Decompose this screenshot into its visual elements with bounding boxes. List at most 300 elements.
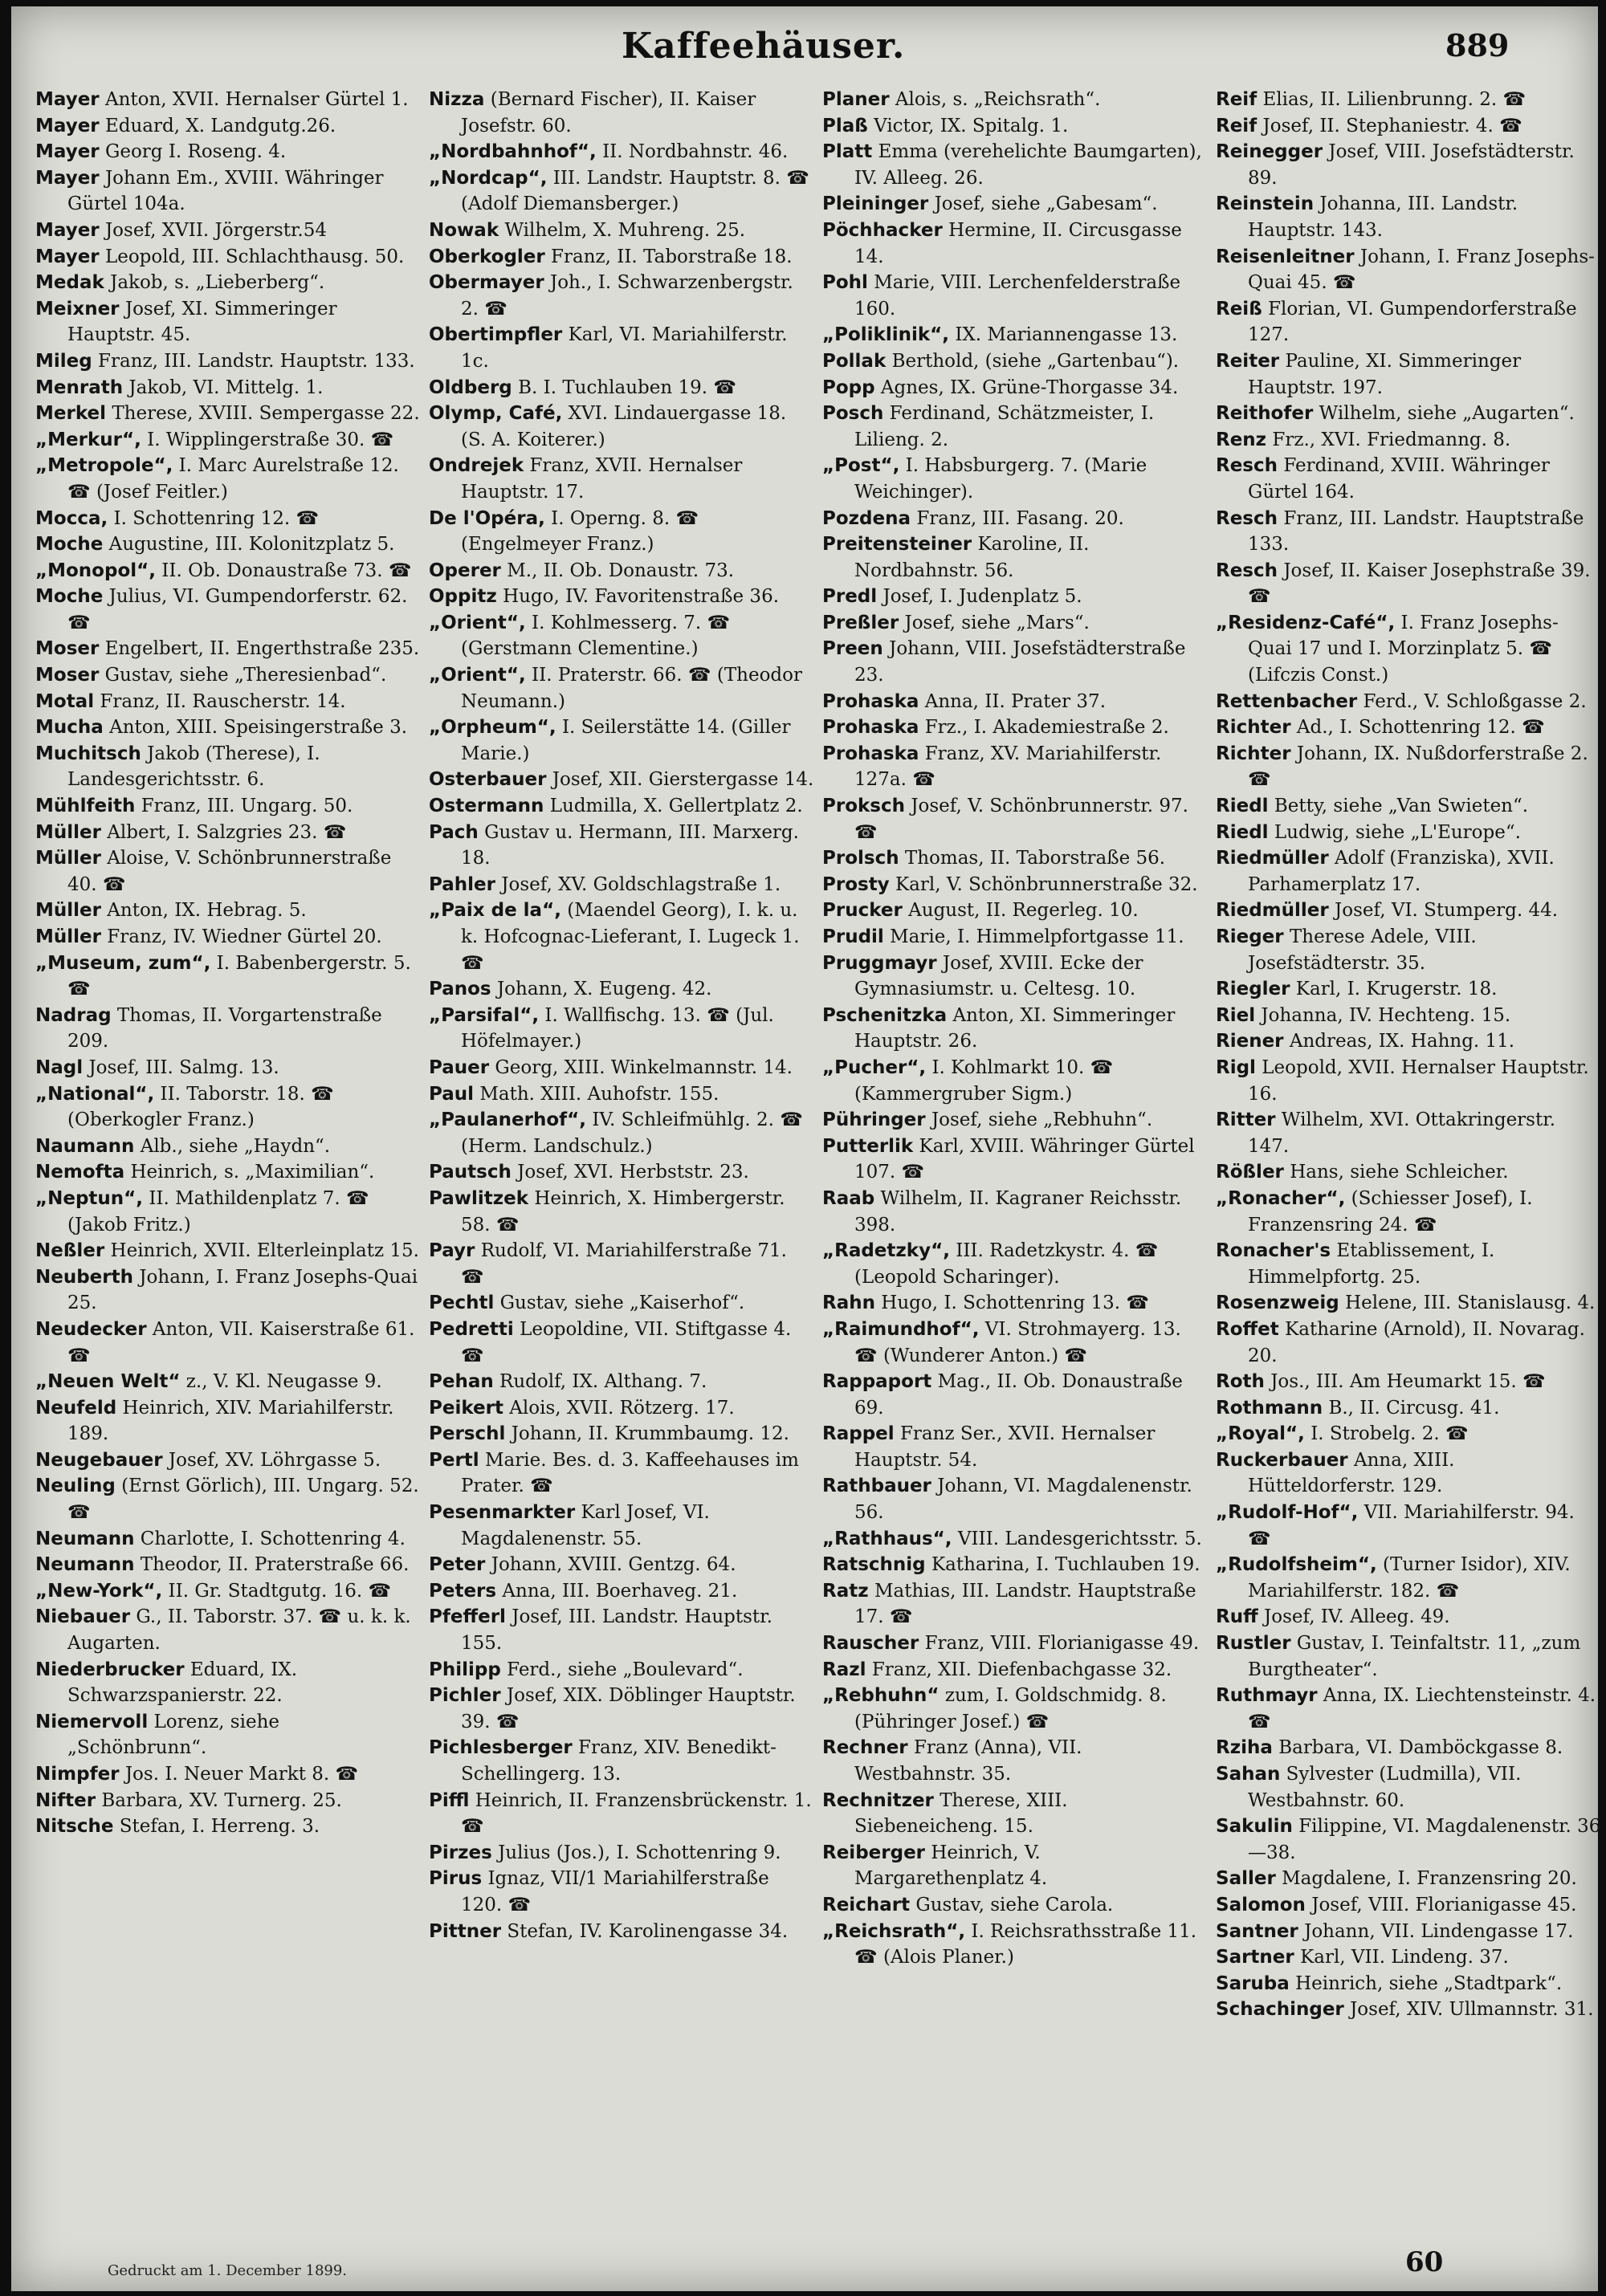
entry-details: I. Seilerstätte 14. (Giller Marie.) — [461, 717, 791, 764]
entry-details: Ignaz, VII/1 Mariahilferstraße 120. ☎ — [461, 1868, 769, 1915]
directory-entry — [822, 1107, 1208, 1134]
entry-details: Leopold, III. Schlachthausg. 50. — [104, 246, 405, 267]
entry-details: Josef, III. Landstr. Hauptstr. 155. — [461, 1606, 772, 1655]
directory-entry — [822, 1657, 1208, 1683]
directory-entry — [822, 584, 1208, 610]
entry-name: Pirus — [429, 1868, 483, 1890]
directory-entry — [429, 218, 814, 244]
entry-details: Wilhelm, II. Kagraner Reichsstr. 398. — [854, 1187, 1182, 1236]
entry-details: Karl, XVIII. Währinger Gürtel 107. ☎ — [854, 1135, 1195, 1183]
entry-details: Heinrich, V. Margarethenplatz 4. — [854, 1842, 1048, 1890]
directory-entry — [822, 401, 1208, 453]
entry-details: Josef, XVII. Jörgerstr.54 — [104, 219, 328, 241]
entry-details: Therese, XVIII. Sempergasse 22. — [112, 403, 420, 425]
entry-name: Rosenzweig — [1216, 1293, 1339, 1314]
entry-details: Gustav, siehe „Theresienbad“. — [104, 665, 387, 686]
entry-details: Josef, I. Judenplatz 5. — [882, 586, 1082, 608]
directory-entry — [822, 872, 1208, 898]
entry-name: Pahler — [429, 873, 495, 895]
entry-details: I. Habsburgerg. 7. (Marie Weichinger). — [854, 455, 1147, 503]
directory-entry — [1216, 714, 1601, 741]
entry-name: „Neptun“, — [35, 1187, 144, 1209]
directory-entry — [822, 1578, 1208, 1630]
directory-entry — [429, 1055, 814, 1081]
directory-entry — [1216, 1552, 1601, 1604]
directory-entry — [35, 1788, 421, 1814]
entry-details: Josef, II. Kaiser Josephstraße 39. ☎ — [1248, 560, 1591, 608]
entry-name: Pehan — [429, 1371, 494, 1393]
entry-details: Alois, XVII. Rötzerg. 17. — [509, 1397, 735, 1419]
directory-entry — [1216, 348, 1601, 401]
entry-name: Panos — [429, 979, 491, 1000]
entry-details: Gustav, I. Teinfaltstr. 11, „zum Burgtheater“. — [1248, 1633, 1581, 1680]
directory-entry — [429, 1578, 814, 1605]
directory-entry — [1216, 1944, 1601, 1971]
directory-entry — [1216, 453, 1601, 505]
entry-name: Nemofta — [35, 1162, 125, 1183]
entry-name: Neumann — [35, 1528, 135, 1549]
entry-details: XVI. Lindauergasse 18. (S. A. Koiterer.) — [461, 403, 787, 450]
directory-entry — [35, 1317, 421, 1369]
column-1 — [35, 87, 421, 2222]
directory-entry — [35, 165, 421, 218]
entry-name: Reif — [1216, 115, 1257, 136]
directory-entry — [35, 375, 421, 401]
entry-name: Rziha — [1216, 1737, 1273, 1759]
directory-entry — [822, 793, 1208, 845]
entry-details: Josef, XIV. Ullmannstr. 31. — [1350, 1999, 1594, 2021]
entry-details: Franz, III. Ungarg. 50. — [141, 796, 353, 817]
directory-entry — [429, 1840, 814, 1867]
entry-name: „Rathhaus“, — [822, 1528, 952, 1549]
entry-details: Marie, VIII. Lerchenfelderstraße 160. — [854, 272, 1181, 320]
entry-name: Neßler — [35, 1240, 105, 1262]
entry-name: Mayer — [35, 141, 100, 163]
entry-name: „Poliklinik“, — [822, 324, 950, 346]
directory-entry — [429, 1919, 814, 1945]
entry-name: Pleininger — [822, 193, 929, 215]
entry-details: Jos. I. Neuer Markt 8. ☎ — [124, 1764, 359, 1785]
directory-entry — [1216, 1421, 1601, 1447]
entry-name: Moser — [35, 665, 100, 686]
directory-entry — [822, 322, 1208, 348]
entry-name: „Ronacher“, — [1216, 1187, 1346, 1209]
entry-details: VII. Mariahilferstr. 94. ☎ — [1248, 1502, 1575, 1549]
directory-entry — [822, 1369, 1208, 1421]
entry-details: I. Reichsrathsstraße 11. ☎ (Alois Planer.) — [854, 1920, 1197, 1968]
entry-details: Andreas, IX. Hahng. 11. — [1289, 1031, 1515, 1052]
directory-entry — [429, 401, 814, 453]
entry-details: (Turner Isidor), XIV. Mariahilferstr. 182. ☎ — [1248, 1554, 1571, 1602]
entry-details: Josef, XVIII. Ecke der Gymnasiumstr. u. Celtesg. 10. — [854, 952, 1143, 1000]
entry-name: „Orient“, — [429, 612, 526, 633]
entry-details: III. Landstr. Hauptstr. 8. ☎ (Adolf Diemansberger.) — [461, 167, 809, 215]
entry-name: Prosty — [822, 873, 890, 895]
directory-entry — [35, 820, 421, 846]
entry-details: Katharina, I. Tuchlauben 19. — [931, 1554, 1200, 1576]
entry-details: II. Ob. Donaustraße 73. ☎ — [161, 560, 412, 581]
entry-details: Emma (verehelichte Baumgarten), IV. Alleeg. 26. — [854, 141, 1202, 189]
directory-entry — [1216, 845, 1601, 898]
entry-details: Franz, XIV. Benedikt-Schellingerg. 13. — [461, 1737, 777, 1785]
entry-details: Julius (Jos.), I. Schottenring 9. — [498, 1842, 781, 1863]
entry-name: Pedretti — [429, 1318, 514, 1340]
entry-name: Ronacher's — [1216, 1240, 1331, 1262]
directory-entry — [1216, 1238, 1601, 1290]
directory-entry — [1216, 924, 1601, 976]
entry-name: Pawlitzek — [429, 1187, 529, 1209]
directory-entry — [35, 1604, 421, 1656]
directory-entry — [35, 1395, 421, 1447]
entry-details: Julius, VI. Gumpendorferstr. 62. ☎ — [67, 586, 408, 633]
entry-name: Plaß — [822, 115, 868, 136]
entry-name: Rechner — [822, 1737, 908, 1759]
entry-details: II. Nordbahnstr. 46. — [602, 141, 789, 163]
entry-details: Anna, II. Prater 37. — [924, 690, 1107, 712]
directory-entry — [429, 165, 814, 218]
entry-name: Nagl — [35, 1056, 84, 1078]
entry-details: Johann, I. Franz Josephs-Quai 25. — [67, 1266, 418, 1314]
directory-entry — [822, 87, 1208, 113]
entry-details: (Ernst Görlich), III. Ungarg. 52. ☎ — [67, 1476, 419, 1524]
entry-name: Naumann — [35, 1135, 135, 1157]
entry-name: Pschenitzka — [822, 1004, 948, 1026]
entry-details: (Bernard Fischer), II. Kaiser Josefstr. 60. — [461, 89, 756, 136]
entry-name: Peikert — [429, 1397, 503, 1419]
entry-name: „Metropole“, — [35, 455, 173, 477]
entry-name: Mucha — [35, 717, 104, 739]
entry-name: Obermayer — [429, 272, 544, 294]
directory-entry — [35, 1159, 421, 1186]
entry-name: Niederbrucker — [35, 1659, 185, 1680]
entry-name: Philipp — [429, 1659, 501, 1680]
entry-details: Rudolf, IX. Althang. 7. — [499, 1371, 707, 1393]
entry-name: Obertimpfler — [429, 324, 563, 346]
page-number: 889 — [1445, 27, 1510, 63]
entry-details: Ludmilla, X. Gellertplatz 2. — [549, 796, 803, 817]
entry-details: Franz, XVII. Hernalser Hauptstr. 17. — [461, 455, 743, 503]
entry-name: Riener — [1216, 1031, 1284, 1052]
entry-details: Anna, IX. Liechtensteinstr. 4. ☎ — [1248, 1685, 1596, 1732]
directory-entry — [35, 348, 421, 375]
directory-entry — [35, 584, 421, 636]
entry-details: Johann Em., XVIII. Währinger Gürtel 104a. — [67, 167, 384, 215]
directory-entry — [35, 1814, 421, 1840]
entry-name: „Paulanerhof“, — [429, 1109, 587, 1131]
directory-entry — [822, 139, 1208, 191]
entry-name: Pach — [429, 821, 479, 843]
directory-entry — [429, 1159, 814, 1186]
entry-name: Rappaport — [822, 1371, 932, 1393]
directory-entry — [822, 714, 1208, 741]
entry-name: Richter — [1216, 743, 1291, 764]
entry-details: Johann, VI. Magdalenenstr. 56. — [854, 1476, 1192, 1524]
entry-name: Oberkogler — [429, 246, 545, 267]
entry-name: Pruggmayr — [822, 952, 937, 974]
directory-entry — [35, 1447, 421, 1474]
directory-entry — [822, 951, 1208, 1003]
entry-name: Mayer — [35, 167, 100, 189]
directory-entry — [822, 218, 1208, 270]
directory-entry — [35, 558, 421, 584]
entry-name: Riegler — [1216, 979, 1290, 1000]
entry-name: Rettenbacher — [1216, 690, 1358, 712]
entry-details: I. Wipplingerstraße 30. ☎ — [147, 429, 394, 450]
entry-details: Elias, II. Lilienbrunng. 2. ☎ — [1262, 89, 1527, 110]
entry-name: Moche — [35, 586, 104, 608]
entry-details: Therese, XIII. Siebeneicheng. 15. — [854, 1789, 1068, 1838]
directory-entry — [1216, 296, 1601, 348]
entry-details: Karl Josef, VI. Magdalenenstr. 55. — [461, 1502, 710, 1549]
entry-details: Anna, III. Boerhaveg. 21. — [502, 1580, 738, 1602]
entry-name: „Nordcap“, — [429, 167, 548, 189]
entry-details: Therese Adele, VIII. Josefstädterstr. 35. — [1248, 926, 1477, 974]
entry-details: I. Kohlmesserg. 7. ☎ (Gerstmann Clementine.) — [461, 612, 731, 660]
entry-name: Prohaska — [822, 743, 919, 764]
directory-entry — [429, 1081, 814, 1108]
entry-details: Johann, II. Krummbaumg. 12. — [511, 1423, 789, 1445]
entry-details: Josef, siehe „Gabesam“. — [934, 193, 1158, 215]
entry-details: B. I. Tuchlauben 19. ☎ — [518, 377, 737, 398]
entry-details: I. Strobelg. 2. ☎ — [1310, 1423, 1469, 1445]
entry-details: Alb., siehe „Haydn“. — [140, 1135, 331, 1157]
directory-entry — [822, 1630, 1208, 1657]
entry-details: Mathias, III. Landstr. Hauptstraße 17. ☎ — [854, 1580, 1196, 1628]
entry-name: Mayer — [35, 219, 100, 241]
directory-entry — [429, 1500, 814, 1552]
directory-entry — [1216, 1369, 1601, 1395]
entry-details: August, II. Regerleg. 10. — [908, 900, 1139, 922]
entry-name: Pozdena — [822, 507, 911, 529]
entry-details: Johann, X. Eugeng. 42. — [496, 979, 712, 1000]
entry-details: Franz, II. Taborstraße 18. — [551, 246, 793, 267]
entry-name: „Nordbahnhof“, — [429, 141, 597, 163]
column-4 — [1216, 87, 1601, 2222]
entry-details: II. Praterstr. 66. ☎ (Theodor Neumann.) — [461, 665, 802, 712]
directory-entry — [35, 1264, 421, 1317]
directory-entry — [35, 662, 421, 689]
directory-entry — [822, 1003, 1208, 1055]
entry-details: Math. XIII. Auhofstr. 155. — [479, 1083, 719, 1105]
entry-details: Josef, XII. Gierstergasse 14. — [552, 769, 814, 791]
entry-details: Karl, VI. Mariahilferstr. 1c. — [461, 324, 788, 372]
directory-entry — [822, 1134, 1208, 1186]
entry-details: Anton, XIII. Speisingerstraße 3. — [109, 717, 408, 739]
entry-name: Preßler — [822, 612, 899, 633]
directory-entry — [822, 1421, 1208, 1473]
entry-name: Nowak — [429, 219, 499, 241]
entry-details: (Maendel Georg), I. k. u. k. Hofcognac-Lieferant, I. Lugeck 1. ☎ — [461, 900, 800, 974]
entry-details: Mag., II. Ob. Donaustraße 69. — [854, 1371, 1183, 1419]
entry-details: Gustav, siehe „Kaiserhof“. — [499, 1293, 745, 1314]
entry-name: Pichler — [429, 1685, 501, 1707]
entry-details: I. Franz Josephs-Quai 17 und I. Morzinplatz 5. ☎ (Lifczis Const.) — [1248, 612, 1559, 686]
entry-name: „National“, — [35, 1083, 155, 1105]
entry-details: Heinrich, XVII. Elterleinplatz 15. — [110, 1240, 419, 1262]
entry-details: Franz, XV. Mariahilferstr. 127a. ☎ — [854, 743, 1162, 791]
directory-entry — [35, 1003, 421, 1055]
directory-page — [11, 6, 1601, 2291]
entry-name: „Museum, zum“, — [35, 952, 211, 974]
directory-entry — [822, 845, 1208, 872]
entry-name: Richter — [1216, 717, 1291, 739]
directory-entry — [429, 872, 814, 898]
entry-details: Heinrich, siehe „Stadtpark“. — [1295, 1972, 1563, 1994]
entry-name: Rauscher — [822, 1633, 919, 1655]
entry-name: „Reichsrath“, — [822, 1920, 966, 1942]
directory-entry — [35, 1657, 421, 1709]
entry-name: Salomon — [1216, 1894, 1306, 1915]
entry-details: Franz, IV. Wiedner Gürtel 20. — [107, 926, 382, 947]
entry-details: Karl, I. Krugerstr. 18. — [1295, 979, 1498, 1000]
entry-name: Müller — [35, 848, 101, 869]
entry-details: Josef, XI. Simmeringer Hauptstr. 45. — [67, 298, 337, 346]
directory-entry — [35, 1055, 421, 1081]
directory-entry — [1216, 1290, 1601, 1317]
entry-details: Wilhelm, siehe „Augarten“. — [1319, 403, 1575, 425]
entry-name: Riedl — [1216, 796, 1269, 817]
entry-details: Josef, V. Schönbrunnerstr. 97. ☎ — [854, 796, 1188, 843]
entry-details: Johann, XVIII. Gentzg. 64. — [491, 1554, 736, 1576]
directory-entry — [35, 270, 421, 296]
entry-name: Prolsch — [822, 848, 899, 869]
entry-details: Barbara, VI. Damböckgasse 8. — [1278, 1737, 1563, 1759]
directory-entry — [429, 1552, 814, 1578]
entry-name: Santner — [1216, 1920, 1298, 1942]
entry-name: Motal — [35, 690, 95, 712]
entry-details: Adolf (Franziska), XVII. Parhamerplatz 17. — [1248, 848, 1555, 895]
entry-name: Putterlik — [822, 1135, 914, 1157]
directory-entry — [1216, 820, 1601, 846]
entry-name: Pechtl — [429, 1293, 495, 1314]
entry-details: Etablissement, I. Himmelpfortg. 25. — [1248, 1240, 1495, 1288]
entry-name: Rechnitzer — [822, 1789, 934, 1811]
entry-details: Joh., I. Schwarzenbergstr. 2. ☎ — [461, 272, 793, 320]
entry-details: Jakob (Therese), I. Landesgerichtsstr. 6. — [67, 743, 320, 791]
entry-details: Leopoldine, VII. Stiftgasse 4. ☎ — [461, 1318, 792, 1366]
directory-entry — [822, 1526, 1208, 1553]
directory-entry — [35, 87, 421, 113]
entry-details: Hugo, I. Schottenring 13. ☎ — [881, 1293, 1150, 1314]
entry-details: G., II. Taborstr. 37. ☎ u. k. k. Augarten. — [67, 1606, 411, 1655]
directory-entry — [429, 375, 814, 401]
entry-details: Leopold, XVII. Hernalser Hauptstr. 16. — [1248, 1056, 1589, 1105]
directory-entry — [429, 270, 814, 322]
entry-name: Rothmann — [1216, 1397, 1323, 1419]
directory-entry — [822, 689, 1208, 715]
entry-details: Theodor, II. Praterstraße 66. — [140, 1554, 410, 1576]
entry-details: Franz, III. Fasang. 20. — [916, 507, 1124, 529]
entry-details: IV. Schleifmühlg. 2. ☎ (Herm. Landschulz.) — [461, 1109, 803, 1157]
entry-name: Pühringer — [822, 1109, 926, 1131]
directory-entry — [429, 1395, 814, 1422]
entry-details: Anna, XIII. Hütteldorferstr. 129. — [1248, 1449, 1455, 1497]
entry-name: Prohaska — [822, 717, 919, 739]
entry-details: Gustav, siehe Carola. — [915, 1894, 1114, 1915]
directory-entry — [429, 1604, 814, 1656]
directory-entry — [429, 558, 814, 584]
directory-entry — [1216, 1735, 1601, 1761]
entry-name: Ratschnig — [822, 1554, 926, 1576]
print-note: Gedruckt am 1. December 1899. — [108, 2262, 348, 2279]
entry-name: Riedmüller — [1216, 848, 1329, 869]
directory-entry — [1216, 1317, 1601, 1369]
entry-name: Raab — [822, 1187, 875, 1209]
entry-details: Josef, XV. Goldschlagstraße 1. — [501, 873, 781, 895]
directory-entry — [35, 531, 421, 558]
entry-details: Johann, VIII. Josefstädterstraße 23. — [854, 638, 1186, 686]
entry-name: Prohaska — [822, 690, 919, 712]
directory-entry — [1216, 1630, 1601, 1683]
entry-details: Johanna, IV. Hechteng. 15. — [1261, 1004, 1511, 1026]
entry-name: Nadrag — [35, 1004, 112, 1026]
directory-entry — [1216, 1500, 1601, 1552]
entry-details: Helene, III. Stanislausg. 4. — [1345, 1293, 1596, 1314]
entry-details: Heinrich, II. Franzensbrückenstr. 1. ☎ — [461, 1789, 812, 1838]
directory-entry — [429, 1735, 814, 1787]
directory-entry — [35, 898, 421, 924]
entry-name: Müller — [35, 821, 101, 843]
directory-entry — [822, 610, 1208, 637]
directory-entry — [429, 506, 814, 558]
directory-entry — [822, 1919, 1208, 1971]
entry-name: Popp — [822, 377, 875, 398]
entry-details: II. Gr. Stadtgutg. 16. ☎ — [168, 1580, 392, 1602]
entry-details: Josef, siehe „Rebhuhn“. — [931, 1109, 1153, 1131]
directory-entry — [35, 741, 421, 793]
entry-details: IX. Mariannengasse 13. — [955, 324, 1178, 346]
entry-details: Ferdinand, Schätzmeister, I. Lilieng. 2. — [854, 403, 1155, 450]
directory-entry — [429, 322, 814, 374]
entry-name: Pichlesberger — [429, 1737, 573, 1759]
entry-details: Franz, VIII. Florianigasse 49. — [924, 1633, 1200, 1655]
entry-name: Saruba — [1216, 1972, 1290, 1994]
directory-entry — [1216, 898, 1601, 924]
entry-name: Nizza — [429, 89, 485, 110]
entry-name: Meixner — [35, 298, 120, 320]
entry-name: Schachinger — [1216, 1999, 1344, 2021]
directory-entry — [35, 244, 421, 271]
entry-details: Eduard, IX. Schwarzspanierstr. 22. — [67, 1659, 298, 1707]
entry-name: Payr — [429, 1240, 475, 1262]
entry-details: Anton, VII. Kaiserstraße 61. ☎ — [67, 1318, 415, 1366]
directory-entry — [429, 976, 814, 1003]
entry-name: „Orient“, — [429, 665, 526, 686]
entry-details: Josef, VI. Stumperg. 44. — [1335, 900, 1559, 922]
directory-entry — [1216, 793, 1601, 820]
entry-details: Barbara, XV. Turnerg. 25. — [101, 1789, 342, 1811]
entry-details: Aloise, V. Schönbrunnerstraße 40. ☎ — [67, 848, 392, 895]
entry-name: Rappel — [822, 1423, 895, 1445]
entry-name: Mileg — [35, 350, 92, 372]
entry-name: Menrath — [35, 377, 124, 398]
entry-name: Reichart — [822, 1894, 911, 1915]
directory-entry — [35, 1134, 421, 1160]
directory-entry — [1216, 506, 1601, 558]
entry-details: Albert, I. Salzgries 23. ☎ — [107, 821, 347, 843]
directory-entry — [1216, 87, 1601, 113]
directory-entry — [1216, 1997, 1601, 2023]
entry-details: Hermine, II. Circusgasse 14. — [854, 219, 1182, 267]
directory-entry — [822, 636, 1208, 688]
directory-entry — [35, 1186, 421, 1238]
directory-entry — [429, 1421, 814, 1447]
entry-details: Josef, III. Salmg. 13. — [88, 1056, 279, 1078]
entry-name: Riedl — [1216, 821, 1269, 843]
entry-name: „Orpheum“, — [429, 717, 556, 739]
entry-details: I. Wallfischg. 13. ☎ (Jul. Höfelmayer.) — [461, 1004, 774, 1052]
directory-entry — [1216, 1919, 1601, 1945]
